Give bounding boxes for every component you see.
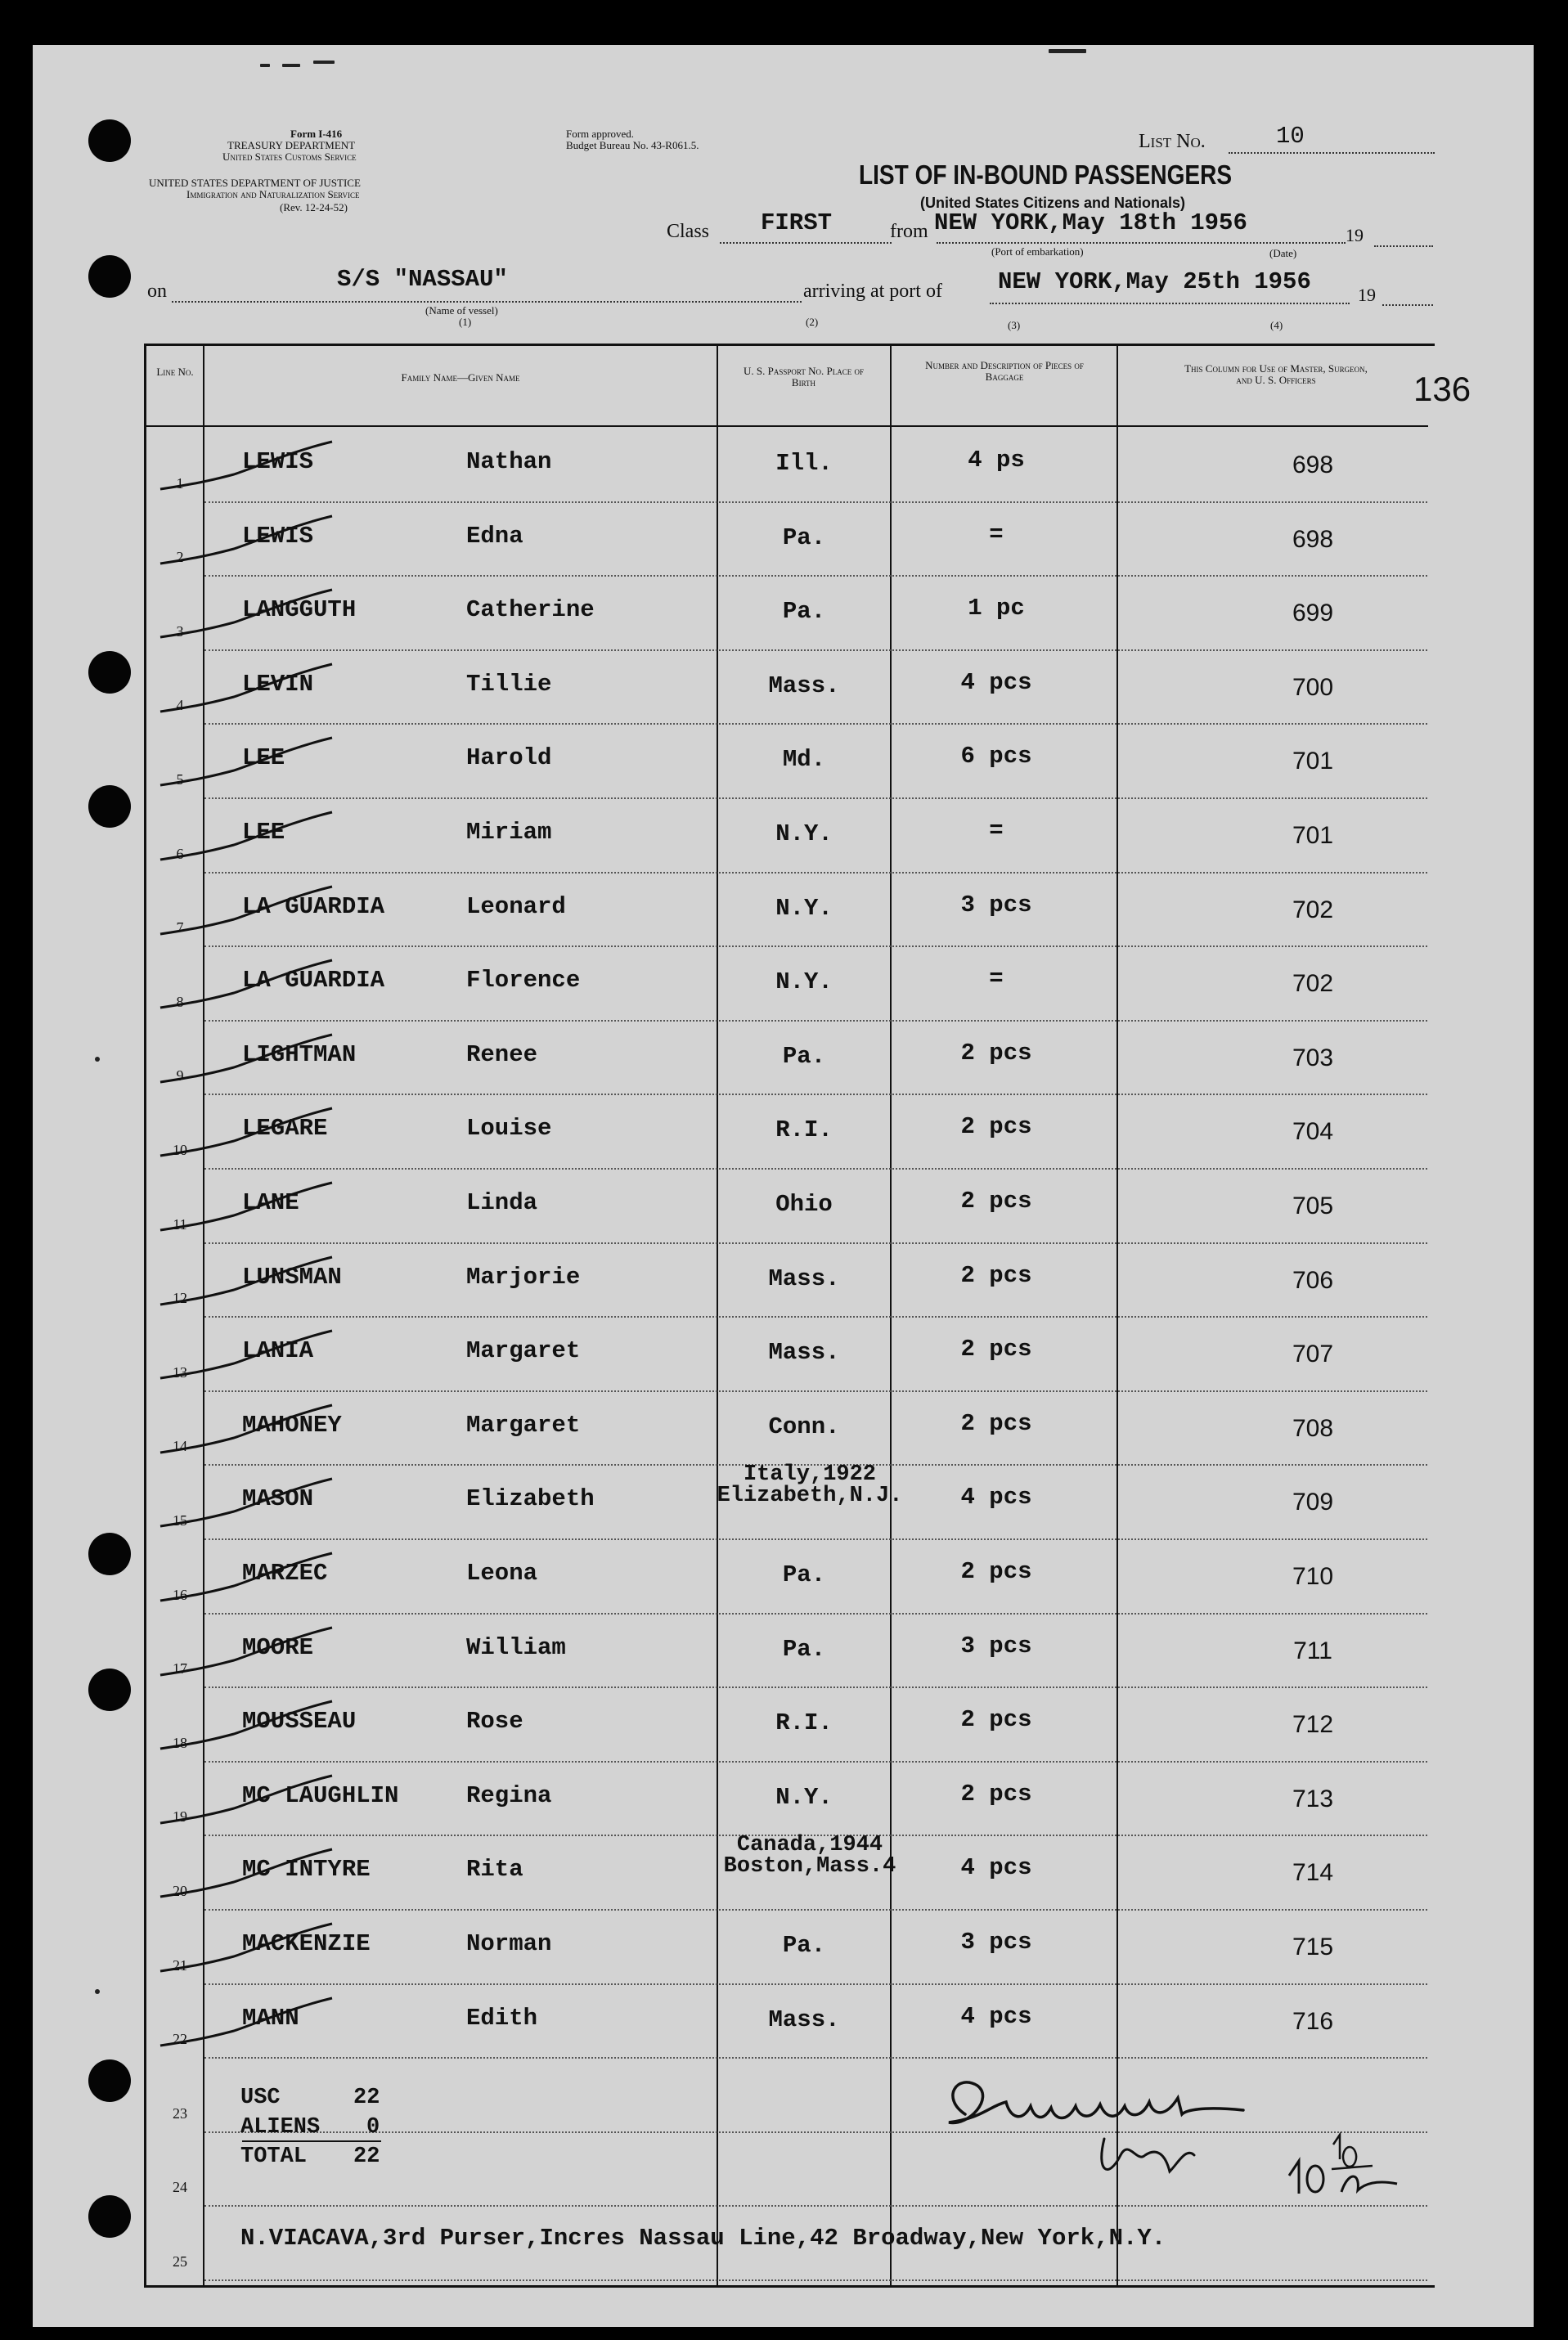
row-divider <box>204 1983 1427 1985</box>
customs-label: United States Customs Service <box>222 150 357 163</box>
reference-number: 706 <box>1292 1266 1334 1294</box>
family-name: LA GUARDIA <box>242 892 385 920</box>
checkmark-icon <box>144 1916 357 1989</box>
punch-hole <box>88 1533 131 1575</box>
reference-number: 712 <box>1292 1711 1334 1739</box>
baggage-count: 4 pcs <box>960 668 1032 696</box>
punch-hole <box>88 1669 131 1711</box>
family-name: LANIA <box>242 1337 314 1365</box>
row-divider <box>204 872 1427 874</box>
row-divider <box>204 797 1427 799</box>
col-header-officers: This Column for Use of Master, Surgeon, and U. S. Officers <box>1184 362 1368 386</box>
family-name: MARZEC <box>242 1560 328 1587</box>
baggage-count: 3 pcs <box>960 891 1032 918</box>
reference-number: 699 <box>1292 600 1334 627</box>
row-divider <box>204 501 1427 503</box>
punch-hole <box>88 255 131 298</box>
given-name: Catherine <box>466 596 595 624</box>
family-name: MASON <box>242 1485 314 1513</box>
checkmark-icon <box>144 1619 357 1693</box>
family-name: LA GUARDIA <box>242 967 385 995</box>
checkmark-icon <box>144 878 357 952</box>
place-of-birth: Ill. <box>775 450 833 477</box>
baggage-count: 1 pc <box>968 595 1025 622</box>
family-name: MC INTYRE <box>242 1856 371 1884</box>
row-divider <box>204 2279 1427 2281</box>
family-name: LUNSMAN <box>242 1263 342 1291</box>
family-name: MC LAUGHLIN <box>242 1781 399 1809</box>
baggage-count: 4 pcs <box>960 1484 1032 1511</box>
form-id: Form I-416 <box>290 128 343 140</box>
reference-number: 701 <box>1292 822 1334 849</box>
line-number: 11 <box>173 1215 187 1233</box>
from-value: NEW YORK,May 18th 1956 <box>934 209 1247 236</box>
line-number: 15 <box>173 1512 187 1529</box>
row-divider <box>204 1316 1427 1318</box>
usc-count: 22 <box>353 2086 380 2110</box>
place-of-birth: Pa. <box>782 1561 826 1588</box>
given-name: Nathan <box>466 448 552 475</box>
given-name: Tillie <box>466 670 552 698</box>
aliens-count: 0 <box>366 2115 380 2140</box>
place-of-birth: Pa. <box>782 523 826 551</box>
reference-number: 715 <box>1292 1934 1334 1960</box>
place-of-birth: N.Y. <box>775 820 833 847</box>
place-of-birth: N.Y. <box>775 1783 833 1811</box>
justice-label: UNITED STATES DEPARTMENT OF JUSTICE <box>149 177 361 189</box>
given-name: Rose <box>466 1708 523 1736</box>
family-name: LANE <box>242 1189 299 1216</box>
approved-label: Form approved. <box>566 128 635 140</box>
place-of-birth: Pa. <box>782 1932 826 1959</box>
inspector-text <box>1104 2143 1106 2144</box>
reference-number: 713 <box>1292 1785 1334 1812</box>
place-of-birth: Canada,1944 <box>736 1833 883 1858</box>
row-divider <box>204 2205 1427 2207</box>
arriving-label: arriving at port of <box>803 281 942 302</box>
punch-hole <box>88 119 131 162</box>
baggage-count: 2 pcs <box>960 1113 1032 1141</box>
family-name: LANGGUTH <box>242 596 357 624</box>
given-name: Margaret <box>466 1411 581 1439</box>
reference-number: 701 <box>1292 748 1334 775</box>
line-number: 20 <box>173 1883 187 1899</box>
punch-hole <box>88 2195 131 2238</box>
line-number: 3 <box>176 622 184 640</box>
checkmark-icon <box>144 1397 357 1471</box>
line-number: 4 <box>176 697 184 714</box>
given-name: Louise <box>466 1115 552 1143</box>
checkmark-icon <box>144 582 357 655</box>
inspector-signature <box>932 2057 1276 2188</box>
checkmark-icon <box>144 1693 357 1767</box>
baggage-count: 3 pcs <box>960 1632 1032 1660</box>
given-name: Leonard <box>466 892 566 920</box>
given-name: Regina <box>466 1781 552 1809</box>
total-count: 22 <box>353 2145 380 2169</box>
checkmark-icon <box>144 1990 357 2064</box>
checkmark-icon <box>144 1026 357 1100</box>
baggage-count: 4 ps <box>968 447 1025 474</box>
place-of-birth: Ohio <box>775 1191 833 1218</box>
family-name: MANN <box>242 2004 299 2032</box>
punch-hole <box>88 651 131 694</box>
mark-text <box>1309 2159 1311 2160</box>
handwritten-mark <box>1283 2127 1405 2200</box>
row-divider <box>204 1094 1427 1095</box>
baggage-count: 2 pcs <box>960 1039 1032 1067</box>
port-embark-label: (Port of embarkation) <box>991 245 1084 258</box>
line-number: 6 <box>176 845 184 862</box>
stray-mark <box>260 64 270 67</box>
baggage-count: 2 pcs <box>960 1780 1032 1808</box>
reference-number: 714 <box>1292 1859 1334 1887</box>
purser-signature-line: N.VIACAVA,3rd Purser,Incres Nassau Line,42 Broadway,New York,N.Y. <box>240 2225 1166 2252</box>
class-value: FIRST <box>761 209 833 236</box>
checkmark-icon <box>144 433 357 507</box>
given-name: Edith <box>466 2004 538 2032</box>
line-number: 1 <box>176 474 184 492</box>
family-name: LEWIS <box>242 448 314 475</box>
given-name: Edna <box>466 522 523 550</box>
reference-number: 708 <box>1292 1414 1334 1442</box>
line-number: 12 <box>173 1290 187 1307</box>
baggage-count: 2 pcs <box>960 1706 1032 1734</box>
line-number: 2 <box>176 549 184 566</box>
place-of-birth: Conn. <box>768 1413 840 1440</box>
checkmark-icon <box>144 656 357 730</box>
checkmark-icon <box>144 1545 357 1619</box>
family-name: LIGHTMAN <box>242 1040 357 1068</box>
row-divider <box>204 1538 1427 1540</box>
line-number: 13 <box>173 1363 187 1381</box>
baggage-count: = <box>989 965 1004 993</box>
given-name: Norman <box>466 1930 552 1957</box>
baggage-count: = <box>989 817 1004 844</box>
row-divider <box>204 1390 1427 1392</box>
family-name: MOORE <box>242 1633 314 1661</box>
page-number: 136 <box>1413 370 1471 408</box>
given-name: Harold <box>466 744 552 772</box>
given-name: Elizabeth <box>466 1485 595 1513</box>
baggage-count: 4 pcs <box>960 2002 1032 2030</box>
row-divider <box>204 649 1427 651</box>
aliens-label: ALIENS <box>240 2115 321 2140</box>
baggage-count: 6 pcs <box>960 743 1032 770</box>
place-of-birth: Pa. <box>782 1635 826 1663</box>
page-subtitle: (United States Citizens and Nationals) <box>920 195 1186 211</box>
place-of-birth: Mass. <box>768 1339 840 1367</box>
place-of-birth: N.Y. <box>775 894 833 922</box>
baggage-count: 2 pcs <box>960 1409 1032 1437</box>
family-name: LEGARE <box>242 1115 328 1143</box>
on-label: on <box>147 281 167 302</box>
col-num: (4) <box>1270 319 1283 331</box>
place-of-birth: Md. <box>782 746 826 774</box>
reference-number: 698 <box>1292 525 1334 553</box>
reference-number: 702 <box>1292 896 1334 923</box>
stray-mark <box>95 1989 100 1994</box>
row-divider <box>204 723 1427 725</box>
line-number: 14 <box>173 1438 187 1455</box>
given-name: Florence <box>466 967 581 995</box>
line-number: 17 <box>173 1660 187 1678</box>
baggage-count: 2 pcs <box>960 1336 1032 1363</box>
place-of-birth: Pa. <box>782 598 826 626</box>
list-no-label: List No. <box>1139 131 1206 152</box>
place-of-birth: N.Y. <box>775 968 833 996</box>
budget-label: Budget Bureau No. 43-R061.5. <box>566 139 699 151</box>
family-name: MACKENZIE <box>242 1930 371 1957</box>
reference-number: 698 <box>1292 451 1334 478</box>
row-divider <box>204 1687 1427 1688</box>
vessel-label: (Name of vessel) <box>425 304 498 317</box>
checkmark-icon <box>144 730 357 803</box>
baggage-count: 4 pcs <box>960 1854 1032 1882</box>
col-num: (2) <box>806 316 819 328</box>
col-header-line: Line No. <box>156 366 194 378</box>
given-name: Linda <box>466 1189 538 1216</box>
given-name: William <box>466 1633 566 1661</box>
family-name: MOUSSEAU <box>242 1708 357 1736</box>
checkmark-icon <box>144 1174 357 1248</box>
reference-number: 716 <box>1292 2007 1334 2035</box>
line-number: 22 <box>173 2031 187 2048</box>
checkmark-icon <box>144 1100 357 1174</box>
row-divider <box>204 1909 1427 1911</box>
family-name: LEVIN <box>242 670 314 698</box>
row-divider <box>204 1761 1427 1763</box>
stray-mark <box>282 64 300 67</box>
given-name: Margaret <box>466 1337 581 1365</box>
reference-number: 704 <box>1292 1118 1334 1146</box>
baggage-count: 2 pcs <box>960 1558 1032 1585</box>
place-of-birth: Mass. <box>768 1264 840 1292</box>
place-of-birth: Pa. <box>782 1042 826 1070</box>
reference-number: 710 <box>1292 1563 1334 1590</box>
punch-hole <box>88 785 131 828</box>
date-label: (Date) <box>1269 247 1297 259</box>
baggage-count: = <box>989 520 1004 548</box>
reference-number: 702 <box>1292 970 1334 998</box>
class-label: Class <box>667 221 710 242</box>
checkmark-icon <box>144 1767 357 1841</box>
line-number: 19 <box>173 1808 187 1826</box>
reference-number: 705 <box>1292 1192 1334 1219</box>
row-divider <box>204 1168 1427 1170</box>
baggage-count: 2 pcs <box>960 1188 1032 1215</box>
col-header-baggage: Number and Description of Pieces of Baggage <box>925 359 1084 383</box>
given-name: Renee <box>466 1040 538 1068</box>
checkmark-icon <box>144 1249 357 1323</box>
family-name: LEE <box>242 744 285 772</box>
family-name: LEE <box>242 819 285 846</box>
from-label: from <box>890 221 928 242</box>
reference-number: 700 <box>1292 673 1334 701</box>
vessel-name: S/S "NASSAU" <box>337 266 508 293</box>
ins-label: Immigration and Naturalization Service <box>186 188 360 200</box>
col-num: (3) <box>1008 319 1021 331</box>
row-divider <box>204 1020 1427 1022</box>
checkmark-icon <box>144 1471 357 1544</box>
baggage-count: 2 pcs <box>960 1261 1032 1289</box>
reference-number: 707 <box>1292 1341 1334 1368</box>
place-of-birth: R.I. <box>775 1116 833 1144</box>
line-number: 18 <box>173 1734 187 1751</box>
line-number: 24 <box>173 2179 187 2196</box>
line-number: 16 <box>173 1586 187 1603</box>
checkmark-icon <box>144 804 357 878</box>
line-number: 10 <box>173 1142 187 1158</box>
line-number: 8 <box>176 993 184 1010</box>
place-of-birth-detail: Boston,Mass.4 <box>723 1854 896 1880</box>
family-name: LEWIS <box>242 522 314 550</box>
row-divider <box>204 1613 1427 1615</box>
col-header-passport: U. S. Passport No. Place of Birth <box>744 365 864 389</box>
line-number: 9 <box>176 1067 184 1085</box>
line-number: 5 <box>176 771 184 788</box>
place-of-birth-detail: Elizabeth,N.J. <box>717 1484 903 1509</box>
arriving-value: NEW YORK,May 25th 1956 <box>998 268 1311 295</box>
given-name: Leona <box>466 1560 538 1587</box>
rev-label: (Rev. 12-24-52) <box>280 201 348 213</box>
checkmark-icon <box>144 1323 357 1396</box>
family-name: MAHONEY <box>242 1411 342 1439</box>
stray-mark <box>95 1057 100 1062</box>
line-number: 21 <box>173 1956 187 1974</box>
reference-number: 709 <box>1292 1489 1334 1516</box>
col-num: (1) <box>459 316 472 328</box>
treasury-label: TREASURY DEPARTMENT <box>227 139 356 151</box>
checkmark-icon <box>144 952 357 1026</box>
usc-label: USC <box>240 2086 281 2110</box>
row-divider <box>204 1242 1427 1244</box>
reference-number: 711 <box>1293 1637 1332 1664</box>
page-title: LIST OF IN-BOUND PASSENGERS <box>859 159 1233 190</box>
line-number: 7 <box>176 919 184 936</box>
row-divider <box>204 575 1427 577</box>
year-suffix-2: 19 <box>1358 285 1376 305</box>
year-suffix: 19 <box>1346 225 1364 245</box>
place-of-birth: R.I. <box>775 1709 833 1737</box>
place-of-birth: Mass. <box>768 2005 840 2033</box>
given-name: Rita <box>466 1856 523 1884</box>
reference-number: 703 <box>1292 1044 1334 1071</box>
place-of-birth: Italy,1922 <box>743 1462 877 1488</box>
given-name: Miriam <box>466 819 552 846</box>
baggage-count: 3 pcs <box>960 1929 1032 1956</box>
checkmark-icon <box>144 1841 357 1915</box>
punch-hole <box>88 2059 131 2102</box>
list-no-value: 10 <box>1276 123 1305 150</box>
given-name: Marjorie <box>466 1263 581 1291</box>
total-label: TOTAL <box>240 2145 308 2169</box>
line-number: 25 <box>173 2253 187 2270</box>
row-divider <box>204 945 1427 947</box>
checkmark-icon <box>144 508 357 582</box>
stray-mark <box>313 61 335 64</box>
col-header-name: Family Name—Given Name <box>401 371 520 384</box>
line-number: 23 <box>173 2104 187 2122</box>
place-of-birth: Mass. <box>768 671 840 699</box>
stray-mark <box>1049 49 1086 53</box>
